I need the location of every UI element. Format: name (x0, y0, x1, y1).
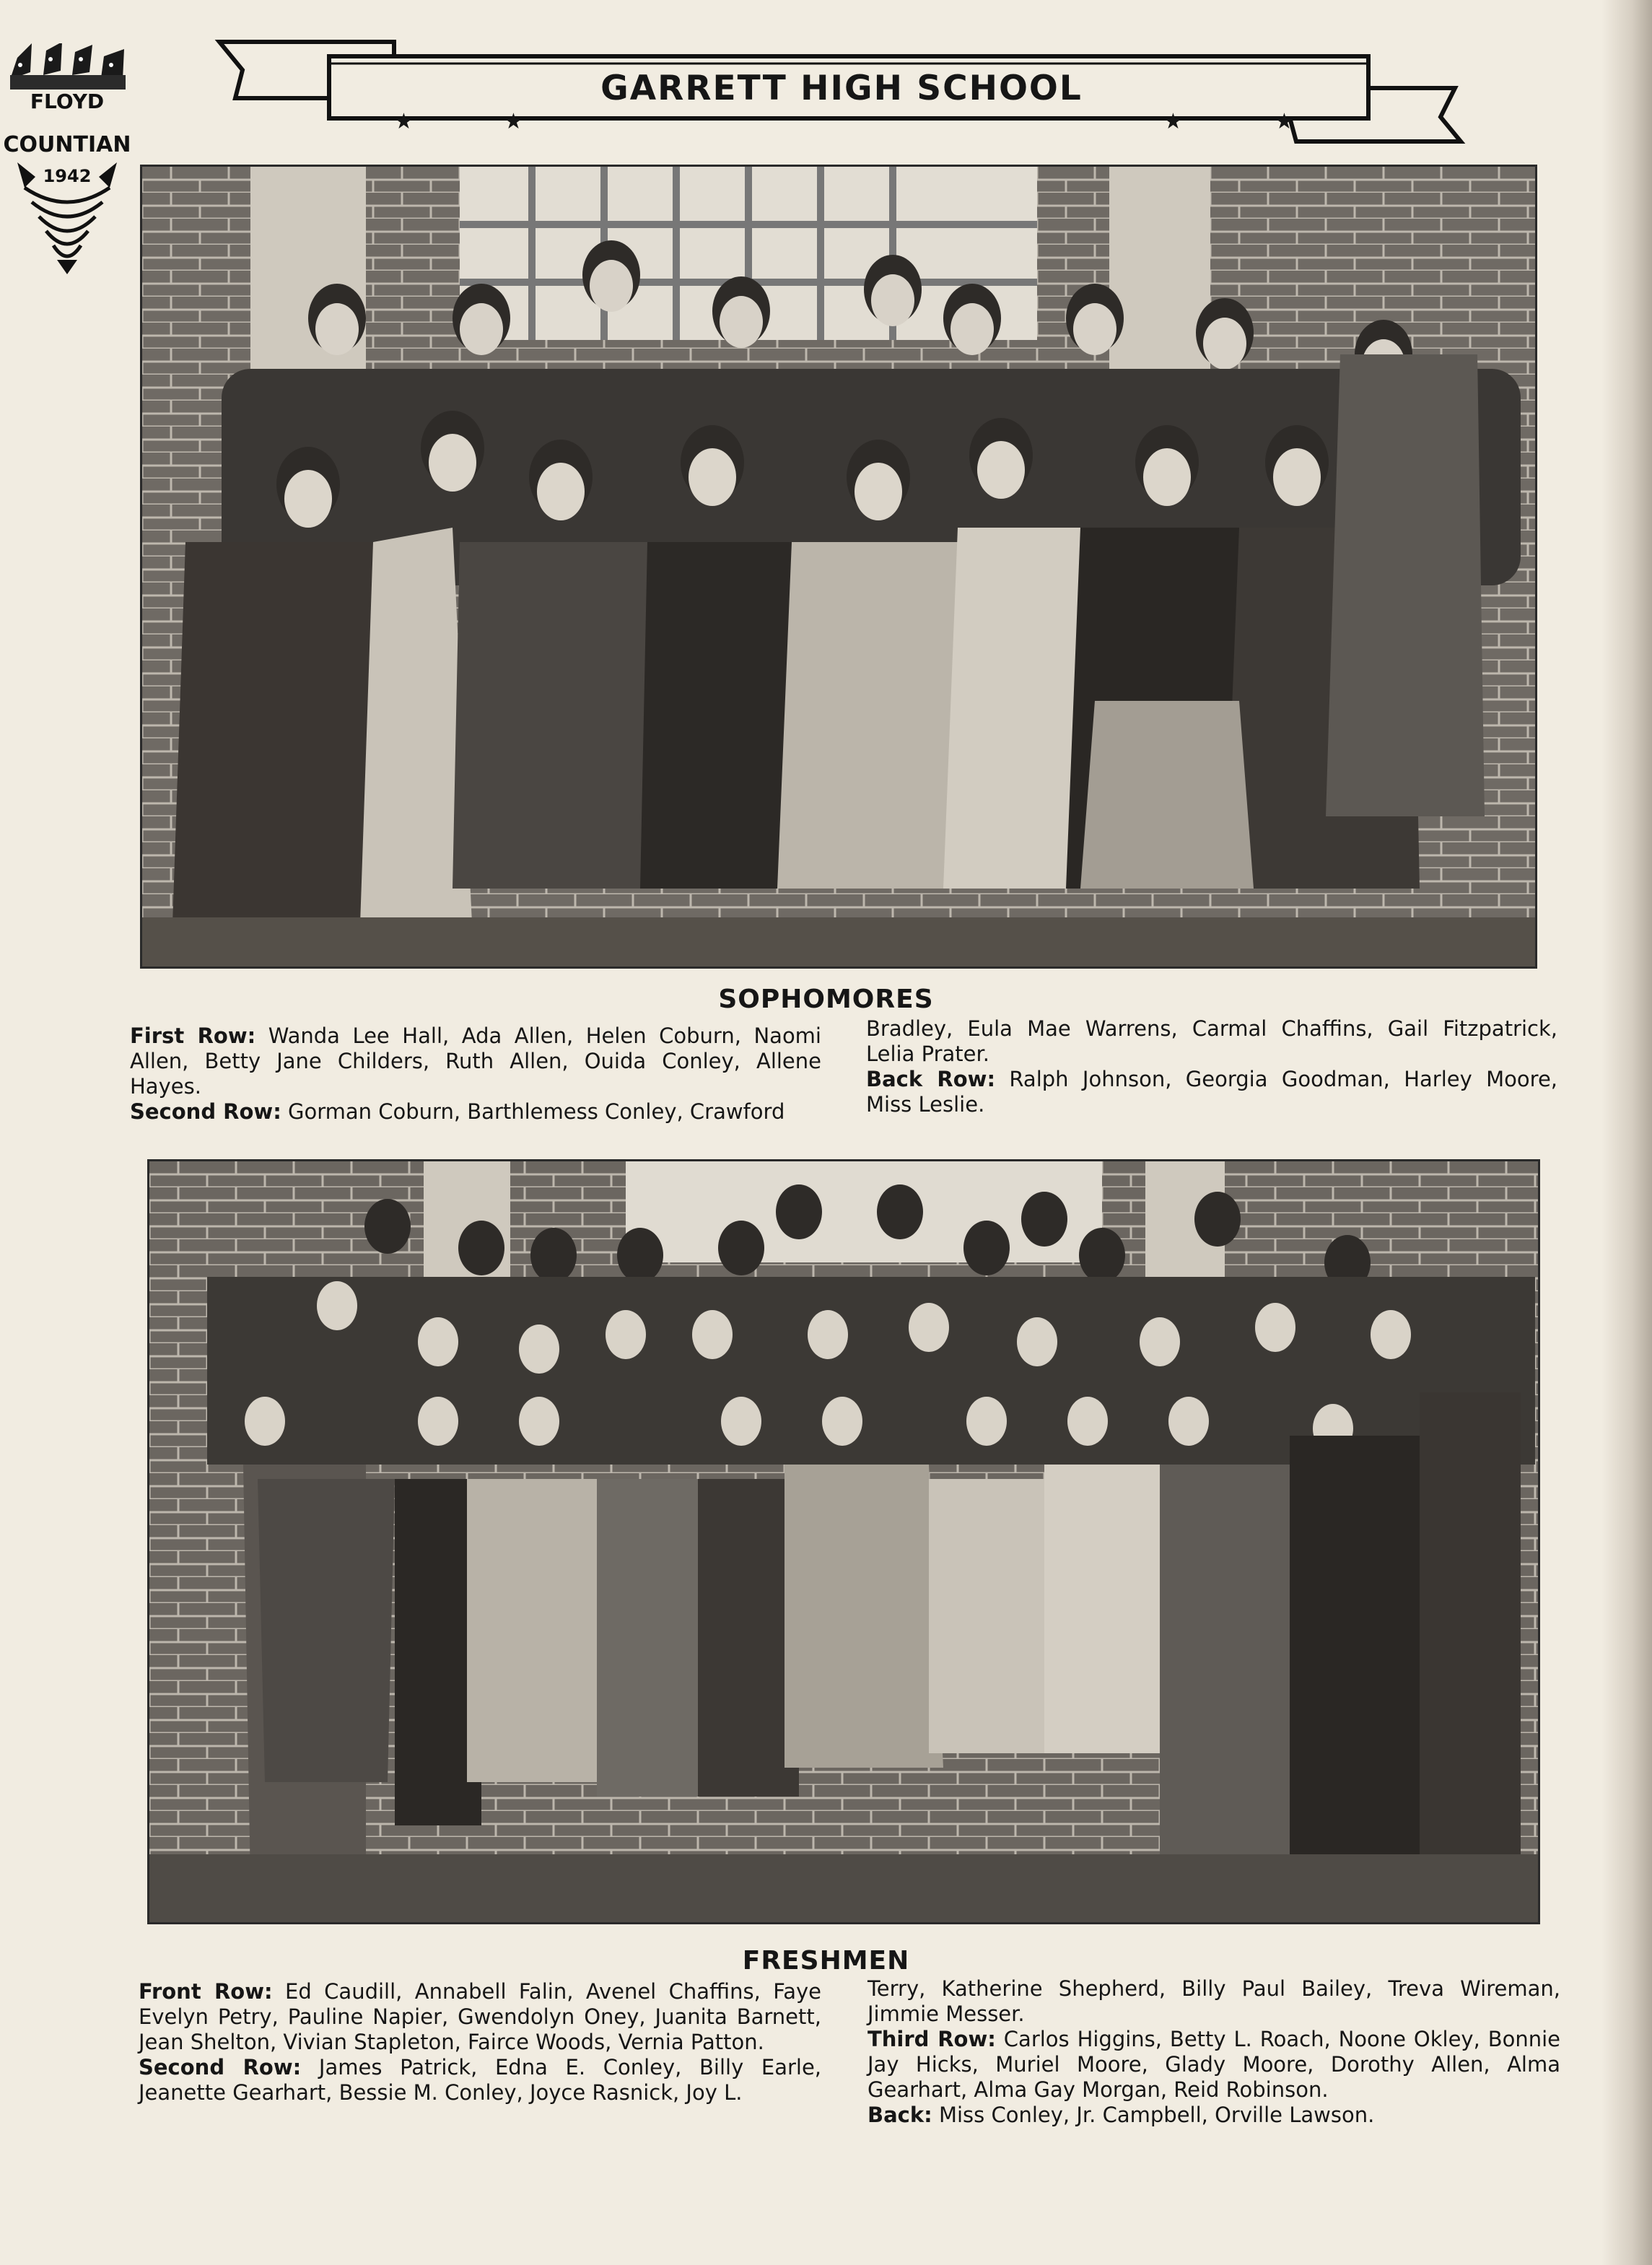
caption-row (866, 1016, 1557, 1067)
caption-row (867, 2103, 1560, 2128)
row-label: Back Row: (866, 1067, 996, 1091)
row-label: Third Row: (867, 2027, 996, 2051)
page-title: GARRETT HIGH SCHOOL (600, 69, 1083, 108)
sophomores-class-photo (140, 165, 1537, 969)
row-names: Ed Caudill, Annabell Falin, Avenel Chaffins, Faye Evelyn Petry, Pauline Napier, Gwendolyn Oney, Juanita Barnett, Jean Shelton, Vivian Stapleton, Fairce Woods, Vernia Patton. (139, 1979, 821, 2054)
row-names: Miss Conley, Jr. Campbell, Orville Lawson. (938, 2103, 1375, 2127)
row-names: James Patrick, Edna E. Conley, Billy Earle, Jeanette Gearhart, Bessie M. Conley, Joyce Rasnick, Joy L. (139, 2055, 822, 2105)
row-names: Ralph Johnson, Georgia Goodman, Harley Moore, Miss Leslie. (866, 1067, 1557, 1117)
row-names: Wanda Lee Hall, Ada Allen, Helen Coburn, Naomi Allen, Betty Jane Childers, Ruth Allen, Ouida Conley, Allene Hayes. (130, 1024, 821, 1099)
row-label: Second Row: (130, 1099, 281, 1124)
freshmen-class-photo (147, 1159, 1540, 1924)
sophomores-heading: SOPHOMORES (718, 985, 934, 1014)
row-names: Gorman Coburn, Barthlemess Conley, Crawford (288, 1099, 785, 1124)
caption-row (130, 1099, 821, 1125)
row-label: Front Row: (139, 1979, 273, 2004)
row-label: First Row: (130, 1024, 256, 1048)
freshmen-heading: FRESHMEN (742, 1946, 910, 1976)
row-names: Bradley, Eula Mae Warrens, Carmal Chaffins, Gail Fitzpatrick, Lelia Prater. (866, 1016, 1557, 1066)
freshmen-caption-right (867, 1976, 1560, 2128)
row-names: Carlos Higgins, Betty L. Roach, Noone Okley, Bonnie Jay Hicks, Muriel Moore, Glady Moore, Dorothy Allen, Alma Gearhart, Alma Gay Morgan, Reid Robinson. (867, 2027, 1561, 2102)
caption-row (867, 1976, 1560, 2027)
svg-text:COUNTIAN: COUNTIAN (3, 132, 131, 157)
caption-row (139, 2055, 821, 2105)
star-ornament: ★ (394, 109, 414, 134)
star-ornament: ★ (504, 109, 523, 134)
star-ornament: ★ (1163, 109, 1183, 134)
freshmen-caption-left (139, 1979, 821, 2105)
row-label: Back: (867, 2103, 932, 2127)
caption-row (130, 1024, 821, 1099)
row-names: Terry, Katherine Shepherd, Billy Paul Bailey, Treva Wireman, Jimmie Messer. (867, 1976, 1560, 2026)
sophomores-caption-left (130, 1024, 821, 1125)
title-banner (214, 38, 1469, 146)
svg-text:1942: 1942 (43, 166, 92, 186)
caption-row (139, 1979, 821, 2055)
row-label: Second Row: (139, 2055, 302, 2079)
floyd-countian-logo (3, 43, 131, 289)
caption-row (867, 2027, 1560, 2103)
caption-row (866, 1067, 1557, 1117)
star-ornament: ★ (1275, 109, 1294, 134)
svg-text:FLOYD: FLOYD (30, 90, 105, 113)
page-edge-shadow (1601, 0, 1652, 2265)
sophomores-caption-right (866, 1016, 1557, 1117)
